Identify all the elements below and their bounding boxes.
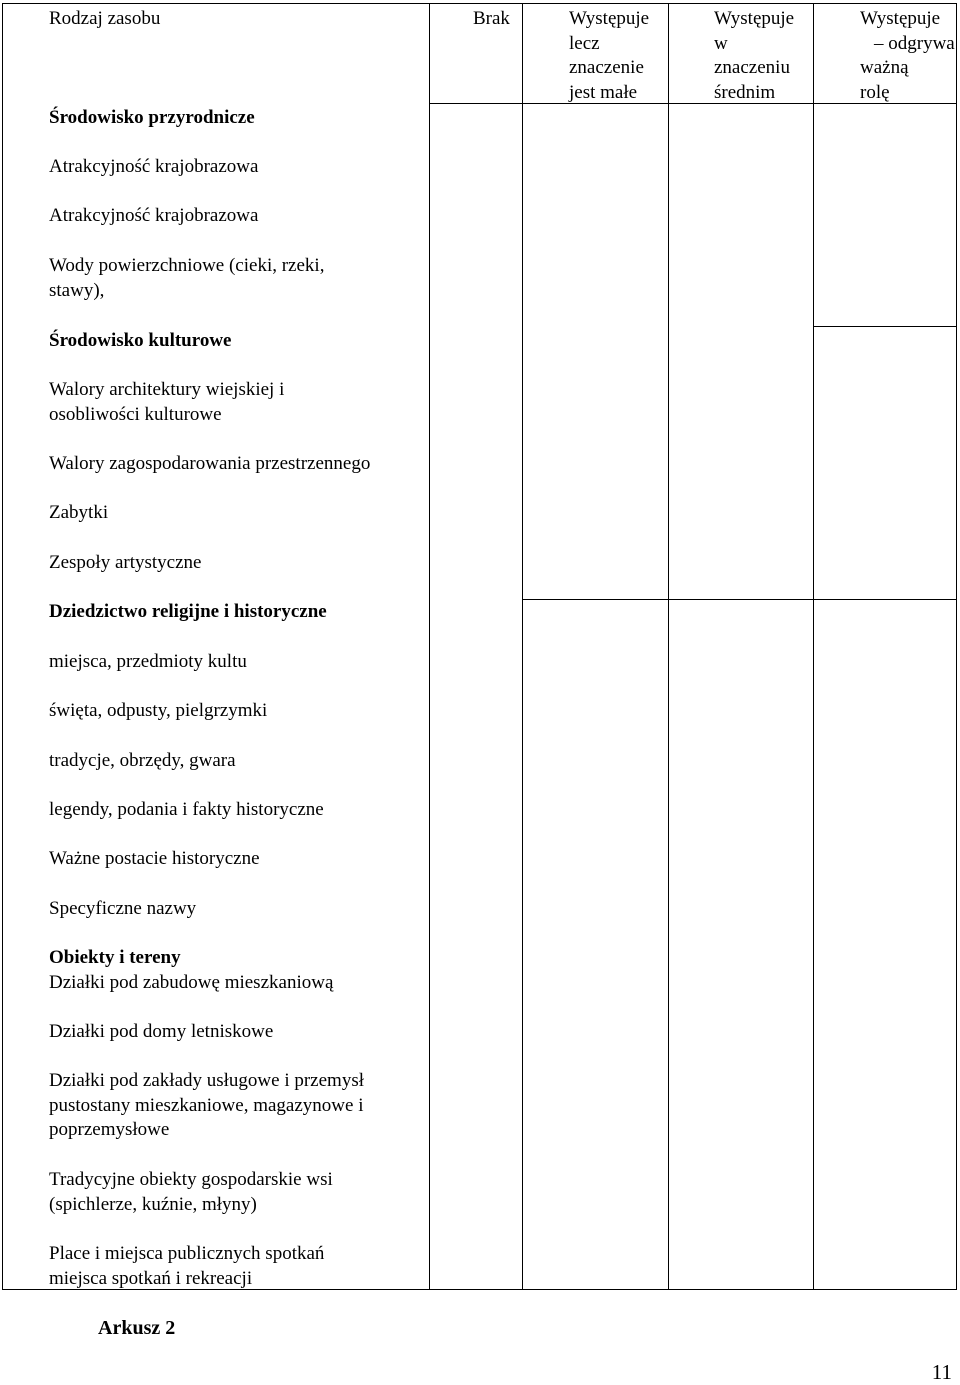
header-none: Brak	[473, 8, 510, 29]
header-resource-type: Rodzaj zasobu	[49, 8, 161, 29]
row-label: Specyficzne nazwy	[49, 898, 197, 919]
row-label: tradycje, obrzędy, gwara	[49, 750, 236, 771]
row-divider	[813, 326, 956, 327]
row-label: miejsca, przedmioty kultu	[49, 651, 247, 672]
resource-table	[2, 3, 957, 1290]
row-label-religious-heritage: Dziedzictwo religijne i historyczne	[49, 601, 327, 622]
row-label: Wody powierzchniowe (cieki, rzeki, stawy),	[49, 255, 325, 301]
column-divider	[813, 4, 814, 1289]
column-divider	[522, 4, 523, 1289]
row-label: Zespoły artystyczne	[49, 552, 202, 573]
row-label: Place i miejsca publicznych spotkań miejsca spotkań i rekreacji	[49, 1243, 325, 1289]
row-label: święta, odpusty, pielgrzymki	[49, 700, 268, 721]
header-medium: Występuje w znaczeniu średnim	[714, 8, 795, 103]
row-label: Ważne postacie historyczne	[49, 848, 260, 869]
row-label-natural-environment: Środowisko przyrodnicze	[49, 107, 255, 128]
row-label-objects-and-areas: Obiekty i tereny	[49, 947, 181, 968]
page-number: 11	[931, 1360, 952, 1384]
column-divider	[429, 4, 430, 1289]
header-minor: Występuje lecz znaczenie jest małe	[569, 8, 650, 103]
row-label: Atrakcyjność krajobrazowa	[49, 156, 259, 177]
row-label: Działki pod zabudowę mieszkaniową	[49, 972, 334, 993]
row-label: Działki pod zakłady usługowe i przemysł pustostany mieszkaniowe, magazynowe i poprzemysłowe	[49, 1070, 365, 1140]
header-major: Występuje – odgrywa ważną rolę	[860, 8, 955, 103]
row-label: legendy, podania i fakty historyczne	[49, 799, 324, 820]
row-label: Atrakcyjność krajobrazowa	[49, 205, 259, 226]
row-divider	[522, 599, 956, 600]
row-label: Walory architektury wiejskiej i osobliwości kulturowe	[49, 379, 285, 425]
sheet-label: Arkusz 2	[98, 1317, 176, 1339]
row-label: Tradycyjne obiekty gospodarskie wsi (spichlerze, kuźnie, młyny)	[49, 1169, 333, 1215]
row-label: Zabytki	[49, 502, 109, 523]
column-divider	[668, 4, 669, 1289]
row-label: Działki pod domy letniskowe	[49, 1021, 274, 1042]
row-label: Walory zagospodarowania przestrzennego	[49, 453, 371, 474]
row-label-cultural-environment: Środowisko kulturowe	[49, 330, 232, 351]
